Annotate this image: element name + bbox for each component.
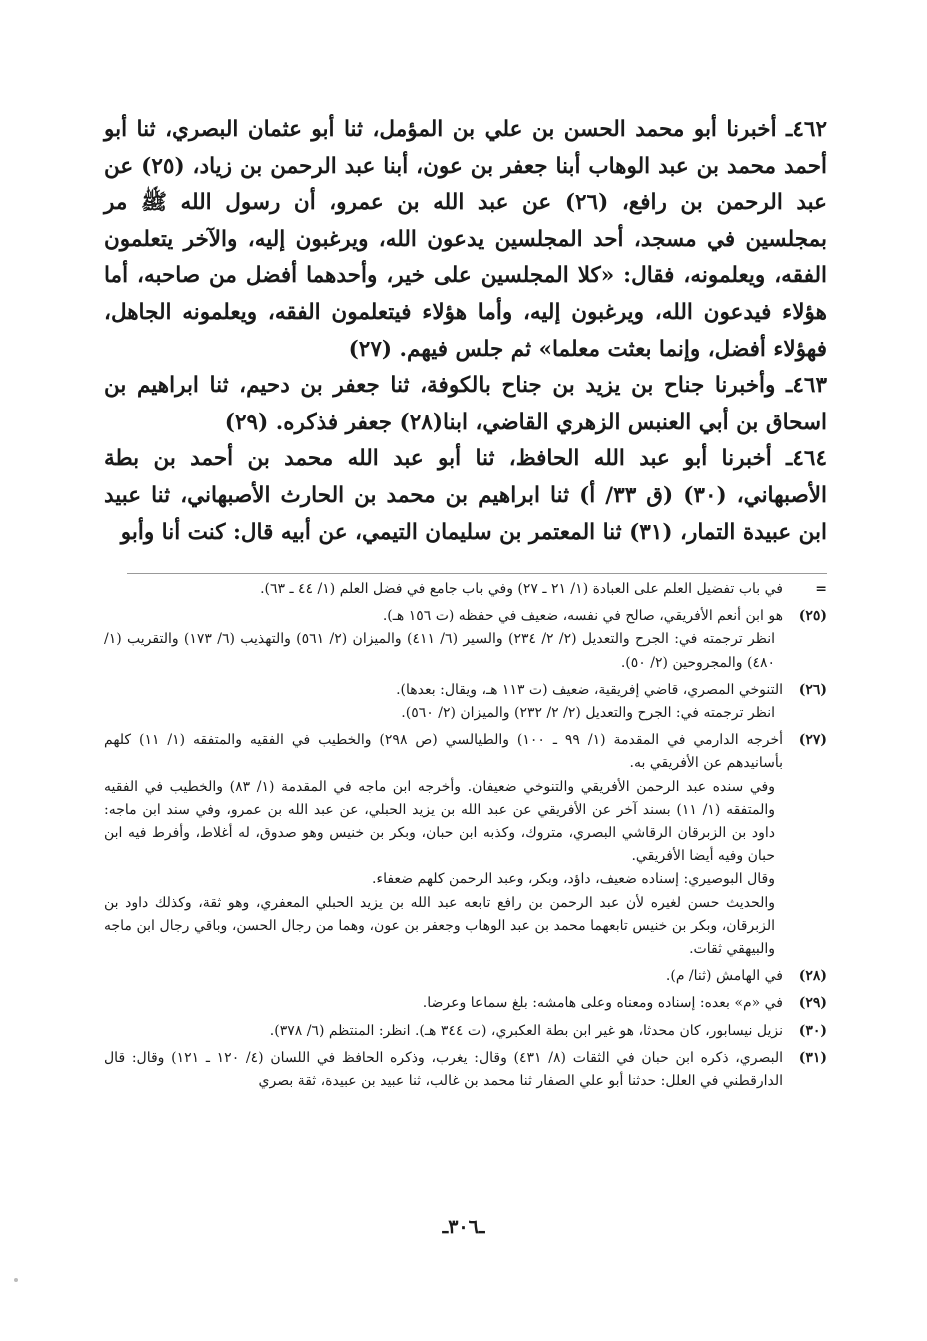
footnote-31 <box>104 1047 827 1093</box>
footnote-line: أخرجه الدارمي في المقدمة (١/ ٩٩ ـ ١٠٠) والطيالسي (ص ٢٩٨) والخطيب في الفقيه والمتفقه (١/ ١١) كلهم بأسانيدهم عن الأفريقي به. <box>104 732 784 772</box>
main-text <box>104 112 827 551</box>
footnote-line: في الهامش (ثنا/ م). <box>665 968 783 985</box>
footnote-line: وفي سنده عبد الرحمن الأفريقي والتنوخي ضعيفان. وأخرجه ابن ماجه في المقدمة (١/ ٨٣) والخطيب في الفقيه والمتفقه (١/ ١١) بسند آخر عن الأفريقي عن عبد الله بن يزيد الحبلي، عن عبد الله بن عمرو، وفي سند ابن ماجه: داود بن الزبرقان الرقاشي البصري، متروك، وكذبه ابن حبان، وبكر بن خنيس وهو صدوق، له أغلاط، وأفرط فيه ابن حبان وفيه أيضا الأفريقي. <box>104 778 775 865</box>
footnote-line: انظر ترجمته في: الجرح والتعديل (٢/ ٢/ ٢٣٢) والميزان (٢/ ٥٦٠). <box>401 705 775 722</box>
footnote-25 <box>104 605 827 675</box>
footnote-line: التنوخي المصري، قاضي إفريقية، ضعيف (ت ١١٣ هـ، ويقال: بعدها). <box>396 681 783 698</box>
footnote-continued <box>104 578 827 601</box>
scan-speck <box>14 1278 18 1282</box>
hadith-463: ٤٦٣ـ وأخبرنا جناح بن يزيد بن جناح بالكوفة، ثنا جعفر بن دحيم، ثنا ابراهيم بن اسحاق بن أبي العنبس الزهري القاضي، ابنا(٢٨) جعفر فذكره. (٢٩) <box>104 373 827 435</box>
footnote-28 <box>104 965 827 988</box>
footnote-line: نزيل نيسابور، كان محدثا، هو غير ابن بطة العكبري، (ت ٣٤٤ هـ). انظر: المنتظم (٦/ ٣٧٨). <box>269 1022 783 1039</box>
footnote-26 <box>104 679 827 725</box>
footnote-line: البصري، ذكره ابن حبان في الثقات (٨/ ٤٣١) وقال: يغرب، وذكره الحافظ في اللسان (٤/ ١٢٠ ـ ١٢١) وقال: قال الدارقطني في العلل: حدثنا أبو علي الصفار ثنا محمد بن غالب، ثنا عبيد بن عبيدة، ثقة بصري <box>104 1049 783 1090</box>
footnote-number: (٣١) <box>798 1049 827 1066</box>
footnote-27 <box>104 729 827 961</box>
hadith-464: ٤٦٤ـ أخبرنا أبو عبد الله الحافظ، ثنا أبو عبد الله محمد بن أحمد بن بطة الأصبهاني، (٣٠) (ق ٣٣/ أ) ثنا ابراهيم بن محمد بن الحارث الأصبهاني، ثنا عبيد ابن عبيدة التمار، (٣١) ثنا المعتمر بن سليمان التيمي، عن أبيه قال: كنت أنا وأبو <box>104 446 827 545</box>
footnote-number: = <box>815 581 827 597</box>
page-number: ـ٣٠٦ـ <box>442 1216 485 1238</box>
footnote-line: في باب تفضيل العلم على العبادة (١/ ٢١ ـ ٢٧) وفي باب جامع في فضل العلم (١/ ٤٤ ـ ٦٣). <box>260 581 783 597</box>
footnote-number: (٣٠) <box>798 1022 827 1039</box>
footnote-line: والحديث حسن لغيره لأن عبد الرحمن بن رافع تابعه عبد الله بن يزيد الحبلي المعفري، وهو ثقة، وكذلك داود بن الزبرقان، وبكر بن خنيس تابعهما محمد بن عبد الوهاب وجعفر بن عون، وهما من رجال الحسن، وباقي رجال ابن ماجه والبيهقي ثقات. <box>104 894 775 958</box>
footnote-number: (٢٦) <box>798 681 827 698</box>
footnote-30 <box>104 1020 827 1043</box>
footnote-line: هو ابن أنعم الأفريقي، صالح في نفسه، ضعيف في حفظه (ت ١٥٦ هـ). <box>382 608 783 625</box>
footnote-number: (٢٥) <box>798 608 827 625</box>
footnote-line: في «م» بعده: إسناده ومعناه وعلى هامشه: بلغ سماعا وعرضا. <box>422 995 783 1012</box>
hadith-462: ٤٦٢ـ أخبرنا أبو محمد الحسن بن علي بن المؤمل، ثنا أبو عثمان البصري، ثنا أبو أحمد محمد بن عبد الوهاب أبنا جعفر بن عون، أبنا عبد الرحمن بن زياد، (٢٥) عن عبد الرحمن بن رافع، (٢٦) عن عبد الله بن عمرو، أن رسول الله ﷺ مر بمجلسين في مسجد، أحد المجلسين يدعون الله، ويرغبون إليه، والآخر يتعلمون الفقه، ويعلمونه، فقال: «كلا المجلسين على خير، وأحدهما أفضل من صاحبه، أما هؤلاء فيدعون الله، ويرغبون إليه، وأما هؤلاء فيتعلمون الفقه، ويعلمونه الجاهل، فهؤلاء أفضل، وإنما بعثت معلما» ثم جلس فيهم. (٢٧) <box>104 117 827 362</box>
footnote-number: (٢٨) <box>798 968 827 985</box>
footnote-number: (٢٩) <box>798 995 827 1012</box>
footnote-line: انظر ترجمته في: الجرح والتعديل (٢/ ٢/ ٢٣٤) والسير (٦/ ٤١١) والميزان (٢/ ٥٦١) والتهذيب (٦/ ١٧٣) والتقريب (١/ ٤٨٠) والمجروحين (٢/ ٥٠). <box>104 631 775 671</box>
footnote-29 <box>104 992 827 1015</box>
footnote-separator <box>127 573 827 574</box>
footnote-line: وقال البوصيري: إسناده ضعيف، داؤد، وبكر، وعبد الرحمن كلهم ضعفاء. <box>372 871 775 888</box>
footnotes <box>104 578 827 1093</box>
footnote-number: (٢٧) <box>798 732 827 749</box>
